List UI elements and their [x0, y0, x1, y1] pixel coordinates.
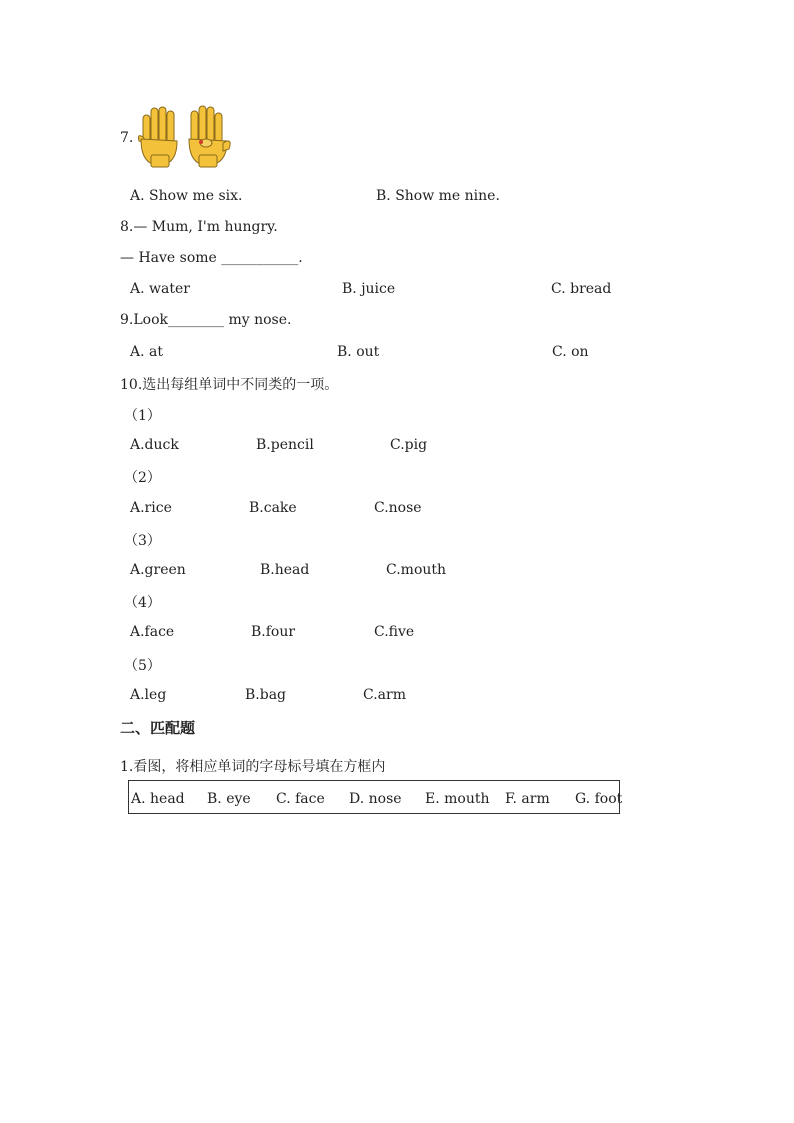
word-bank-item: A. head — [131, 791, 185, 807]
question-8-option-a: A. water — [130, 281, 190, 297]
question-9-stem: 9.Look________ my nose. — [120, 312, 292, 328]
word-bank-item: C. face — [276, 791, 325, 807]
word-bank-item: B. eye — [207, 791, 251, 807]
question-7-number: 7. — [120, 130, 134, 146]
question-7-option-b: B. Show me nine. — [376, 188, 500, 204]
question-8-stem: 8.— Mum, I'm hungry. — [120, 219, 278, 235]
word-bank-item: E. mouth — [425, 791, 490, 807]
group-1-option-a: A.duck — [130, 437, 179, 453]
group-1-option-b: B.pencil — [256, 437, 314, 453]
word-bank-item: G. foot — [575, 791, 623, 807]
group-4-option-c: C.five — [374, 624, 415, 640]
two-hands-nine-fingers-icon — [137, 103, 233, 169]
group-3-label: （3） — [124, 533, 161, 549]
group-5-option-a: A.leg — [130, 687, 167, 703]
question-7-option-a: A. Show me six. — [130, 188, 243, 204]
group-1-option-c: C.pig — [390, 437, 428, 453]
group-2-option-c: C.nose — [374, 500, 422, 516]
group-5-option-b: B.bag — [245, 687, 287, 703]
section-2-heading: 二、匹配题 — [120, 719, 196, 737]
group-3-option-a: A.green — [130, 562, 186, 578]
group-1-label: （1） — [124, 408, 161, 424]
group-4-option-a: A.face — [130, 624, 175, 640]
question-8-option-b: B. juice — [342, 281, 396, 297]
word-bank-item: D. nose — [349, 791, 402, 807]
word-bank-item: F. arm — [505, 791, 550, 807]
section-2-question-1-stem: 1.看图，将相应单词的字母标号填在方框内 — [120, 759, 386, 775]
question-8-stem-reply: — Have some ___________. — [120, 250, 303, 266]
group-2-option-b: B.cake — [249, 500, 297, 516]
group-5-label: （5） — [124, 658, 161, 674]
question-9-option-c: C. on — [552, 344, 589, 360]
group-5-option-c: C.arm — [363, 687, 406, 703]
question-9-option-a: A. at — [130, 344, 163, 360]
word-bank-box — [128, 780, 623, 814]
group-4-option-b: B.four — [251, 624, 296, 640]
group-2-option-a: A.rice — [130, 500, 172, 516]
question-8-option-c: C. bread — [551, 281, 612, 297]
question-10-stem: 10.选出每组单词中不同类的一项。 — [120, 377, 339, 393]
group-3-option-c: C.mouth — [386, 562, 447, 578]
group-4-label: （4） — [124, 595, 161, 611]
question-9-option-b: B. out — [337, 344, 380, 360]
group-2-label: （2） — [124, 470, 161, 486]
group-3-option-b: B.head — [260, 562, 310, 578]
